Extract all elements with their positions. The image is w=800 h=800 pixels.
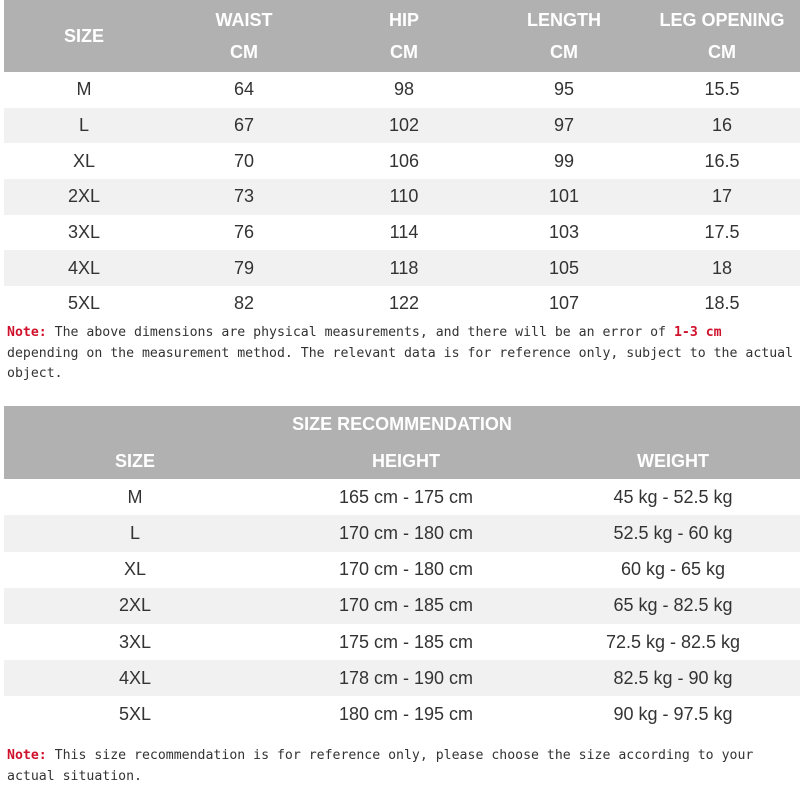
table-cell: 101 bbox=[548, 186, 580, 207]
table-cell: 82 bbox=[233, 293, 255, 314]
recommendation-note bbox=[7, 746, 800, 787]
table-cell: 17 bbox=[711, 186, 733, 207]
table-cell: 170 cm - 185 cm bbox=[338, 595, 474, 616]
size-recommendation-header bbox=[4, 443, 800, 479]
table-cell: 64 bbox=[233, 79, 255, 100]
measurement-note bbox=[7, 323, 800, 385]
table-row bbox=[4, 515, 800, 551]
note-text: This size recommendation is for reference only, please choose the size according to your actual situation. bbox=[7, 748, 754, 784]
table-cell: 4XL bbox=[118, 667, 152, 688]
header-weight: WEIGHT bbox=[637, 450, 709, 471]
table-row bbox=[4, 215, 800, 251]
header-height: HEIGHT bbox=[371, 450, 440, 471]
table-cell: 98 bbox=[393, 79, 415, 100]
table-cell: 15.5 bbox=[704, 79, 740, 100]
table-cell: 99 bbox=[553, 150, 575, 171]
table-cell: 73 bbox=[233, 186, 255, 207]
note-text-end: depending on the measurement method. The relevant data is for reference only, subject to the actual object. bbox=[7, 345, 794, 381]
table-cell: 170 cm - 180 cm bbox=[338, 559, 474, 580]
table-cell: 2XL bbox=[118, 595, 152, 616]
table-cell: 114 bbox=[389, 222, 419, 243]
table-cell: 103 bbox=[548, 222, 580, 243]
measurement-table bbox=[4, 0, 800, 322]
table-cell: 90 kg - 97.5 kg bbox=[613, 703, 733, 724]
table-cell: M bbox=[76, 79, 92, 100]
table-cell: 105 bbox=[548, 257, 580, 278]
table-cell: 178 cm - 190 cm bbox=[338, 667, 474, 688]
table-cell: 2XL bbox=[67, 186, 101, 207]
table-cell: M bbox=[127, 486, 143, 507]
table-row bbox=[4, 660, 800, 696]
header-length: LENGTH CM bbox=[527, 9, 601, 62]
table-cell: 70 bbox=[233, 150, 255, 171]
header-waist: WAIST CM bbox=[215, 9, 273, 62]
table-cell: 5XL bbox=[67, 293, 101, 314]
table-row bbox=[4, 696, 800, 732]
header-leg-opening: LEG OPENING CM bbox=[659, 9, 785, 62]
table-cell: 3XL bbox=[67, 222, 101, 243]
header-size: SIZE bbox=[114, 450, 155, 471]
table-row bbox=[4, 552, 800, 588]
table-cell: 122 bbox=[388, 293, 420, 314]
table-cell: 18 bbox=[711, 257, 733, 278]
table-cell: 16.5 bbox=[704, 150, 740, 171]
note-text: The above dimensions are physical measurements, and there will be an error of bbox=[46, 325, 674, 340]
table-cell: 175 cm - 185 cm bbox=[338, 631, 474, 652]
table-cell: 17.5 bbox=[704, 222, 740, 243]
table-row bbox=[4, 286, 800, 322]
size-recommendation-title: SIZE RECOMMENDATION bbox=[4, 406, 800, 443]
table-row bbox=[4, 588, 800, 624]
table-cell: 18.5 bbox=[704, 293, 740, 314]
size-recommendation-body bbox=[4, 479, 800, 732]
table-cell: 65 kg - 82.5 kg bbox=[613, 595, 733, 616]
table-cell: 106 bbox=[388, 150, 420, 171]
table-cell: 5XL bbox=[118, 703, 152, 724]
table-row bbox=[4, 143, 800, 179]
table-cell: 45 kg - 52.5 kg bbox=[613, 486, 733, 507]
table-row bbox=[4, 479, 800, 515]
table-cell: 52.5 kg - 60 kg bbox=[613, 522, 733, 543]
note-label: Note: bbox=[7, 325, 47, 340]
table-row bbox=[4, 72, 800, 108]
table-cell: L bbox=[78, 115, 89, 136]
table-row bbox=[4, 179, 800, 215]
measurement-table-body bbox=[4, 72, 800, 322]
table-cell: 82.5 kg - 90 kg bbox=[613, 667, 733, 688]
table-cell: 180 cm - 195 cm bbox=[338, 703, 474, 724]
header-hip: HIP CM bbox=[388, 9, 419, 62]
table-cell: 67 bbox=[233, 115, 255, 136]
table-cell: 60 kg - 65 kg bbox=[620, 559, 726, 580]
table-cell: 72.5 kg - 82.5 kg bbox=[605, 631, 741, 652]
size-recommendation-table bbox=[4, 406, 800, 733]
header-size: SIZE bbox=[63, 25, 104, 46]
table-cell: 170 cm - 180 cm bbox=[338, 522, 474, 543]
table-cell: 102 bbox=[388, 115, 420, 136]
table-cell: 4XL bbox=[67, 257, 101, 278]
table-cell: 118 bbox=[389, 257, 419, 278]
note-label: Note: bbox=[7, 748, 47, 763]
table-cell: L bbox=[129, 522, 140, 543]
table-cell: 79 bbox=[233, 257, 255, 278]
table-cell: 110 bbox=[389, 186, 419, 207]
table-cell: 165 cm - 175 cm bbox=[338, 486, 474, 507]
note-error-range: 1-3 cm bbox=[673, 325, 722, 340]
table-cell: 76 bbox=[233, 222, 255, 243]
table-cell: 107 bbox=[548, 293, 580, 314]
table-cell: XL bbox=[72, 150, 96, 171]
table-cell: 16 bbox=[711, 115, 733, 136]
table-cell: XL bbox=[123, 559, 147, 580]
table-row bbox=[4, 250, 800, 286]
table-cell: 3XL bbox=[118, 631, 152, 652]
table-row bbox=[4, 624, 800, 660]
table-cell: 97 bbox=[553, 115, 575, 136]
measurement-table-header bbox=[4, 0, 800, 72]
table-row bbox=[4, 108, 800, 144]
table-cell: 95 bbox=[553, 79, 575, 100]
